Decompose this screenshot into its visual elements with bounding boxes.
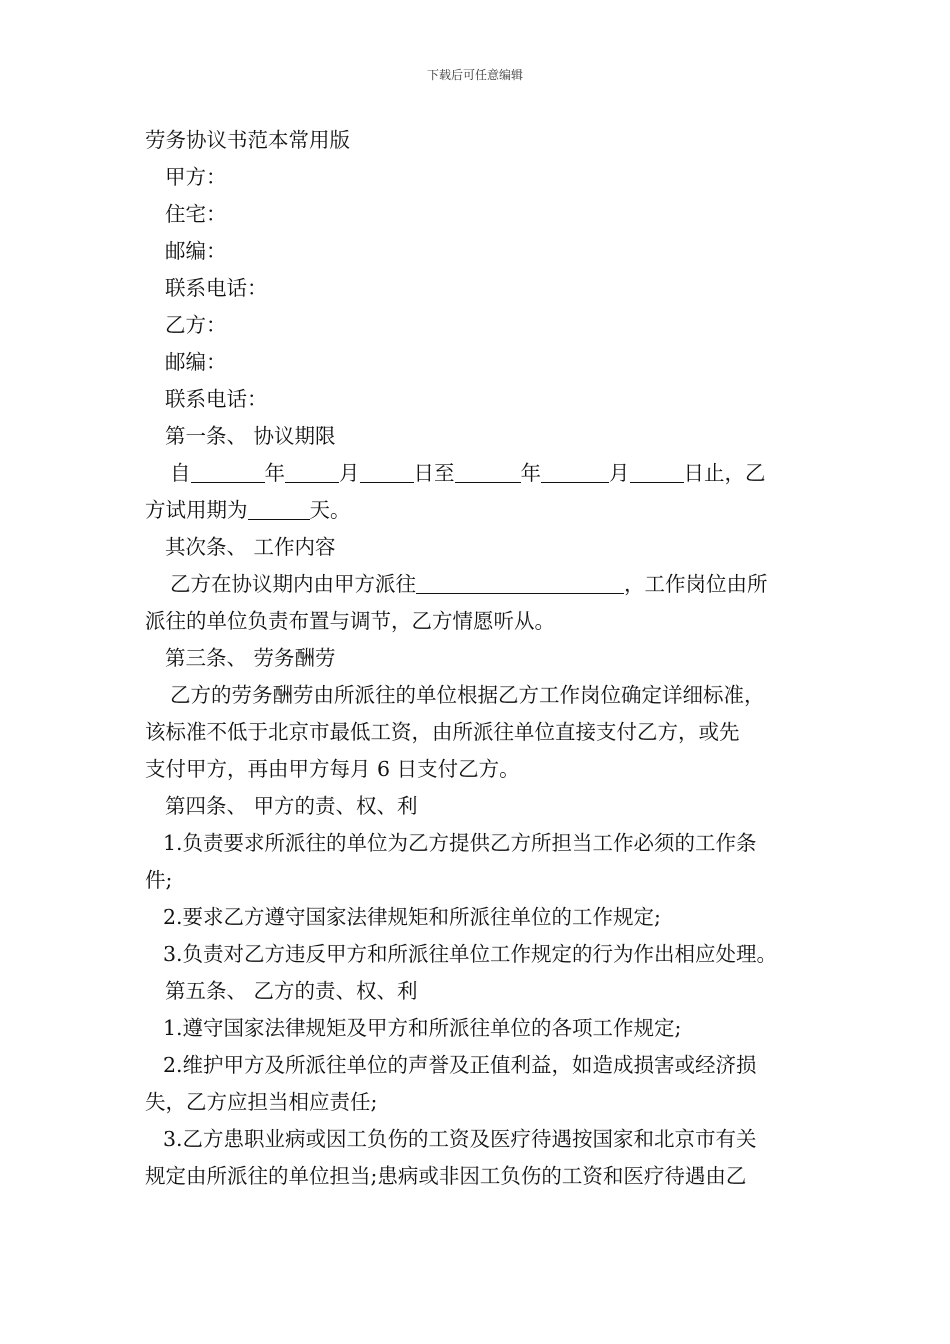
- article-1-period-line: [145, 455, 835, 492]
- blank-year-end: [455, 460, 521, 483]
- document-body: [145, 122, 835, 1195]
- article-3-line-3: 支付甲方，再由甲方每月 6 日支付乙方。: [145, 757, 520, 781]
- text-month-2: 月: [609, 461, 630, 485]
- article-5-item-2-line-2: 失，乙方应担当相应责任;: [145, 1090, 378, 1114]
- text-end: 日止，乙: [683, 461, 766, 485]
- blank-month-start: [285, 460, 339, 483]
- blank-year-start: [191, 460, 265, 483]
- article-1-heading: 第一条、 协议期限: [165, 424, 336, 448]
- blank-dispatch-unit: [416, 571, 624, 594]
- blank-day-end: [630, 460, 684, 483]
- page-header: 下载后可任意编辑: [426, 68, 523, 82]
- article-2-line-1: [145, 566, 835, 603]
- party-a-address: 住宅：: [165, 202, 227, 226]
- party-a-postcode: 邮编：: [165, 239, 227, 263]
- text-days: 天。: [309, 498, 351, 522]
- party-a-phone: 联系电话：: [165, 276, 268, 300]
- text-year-2: 年: [520, 461, 541, 485]
- article-4-item-1-line-2: 件;: [145, 868, 173, 892]
- article-3-line-2: 该标准不低于北京市最低工资，由所派往单位直接支付乙方，或先: [145, 720, 740, 744]
- article-3-heading: 第三条、 劳务酬劳: [165, 646, 336, 670]
- text-position: ，工作岗位由所: [624, 572, 768, 596]
- blank-month-end: [541, 460, 609, 483]
- party-a-label: 甲方：: [165, 165, 227, 189]
- article-5-item-3-line-1: 3.乙方患职业病或因工负伤的工资及医疗待遇按国家和北京市有关: [163, 1127, 757, 1151]
- article-4-heading: 第四条、 甲方的责、权、利: [165, 794, 418, 818]
- text-month-1: 月: [339, 461, 360, 485]
- text-from: 自: [170, 461, 191, 485]
- party-b-label: 乙方：: [165, 313, 227, 337]
- text-dispatch: 乙方在协议期内由甲方派往: [170, 572, 416, 596]
- article-5-item-1: 1.遵守国家法律规矩及甲方和所派往单位的各项工作规定;: [163, 1016, 682, 1040]
- article-4-item-3: 3.负责对乙方违反甲方和所派往单位工作规定的行为作出相应处理。: [163, 942, 778, 966]
- article-1-probation-line: [145, 492, 835, 529]
- text-probation: 方试用期为: [145, 498, 248, 522]
- document-title: 劳务协议书范本常用版: [145, 128, 350, 152]
- article-5-item-3-line-2: 规定由所派往的单位担当;患病或非因工负伤的工资和医疗待遇由乙: [145, 1164, 747, 1188]
- article-3-line-1: 乙方的劳务酬劳由所派往的单位根据乙方工作岗位确定详细标准，: [170, 683, 765, 707]
- text-year-1: 年: [264, 461, 285, 485]
- article-5-item-2-line-1: 2.维护甲方及所派往单位的声誉及正值利益，如造成损害或经济损: [163, 1053, 757, 1077]
- article-2-heading: 其次条、 工作内容: [165, 535, 336, 559]
- party-b-phone: 联系电话：: [165, 387, 268, 411]
- text-day-1: 日至: [413, 461, 455, 485]
- article-5-heading: 第五条、 乙方的责、权、利: [165, 979, 418, 1003]
- blank-probation-days: [248, 497, 310, 520]
- article-4-item-2: 2.要求乙方遵守国家法律规矩和所派往单位的工作规定;: [163, 905, 661, 929]
- article-4-item-1-line-1: 1.负责要求所派往的单位为乙方提供乙方所担当工作必须的工作条: [163, 831, 757, 855]
- article-2-line-2: 派往的单位负责布置与调节，乙方情愿听从。: [145, 609, 555, 633]
- party-b-postcode: 邮编：: [165, 350, 227, 374]
- blank-day-start: [360, 460, 414, 483]
